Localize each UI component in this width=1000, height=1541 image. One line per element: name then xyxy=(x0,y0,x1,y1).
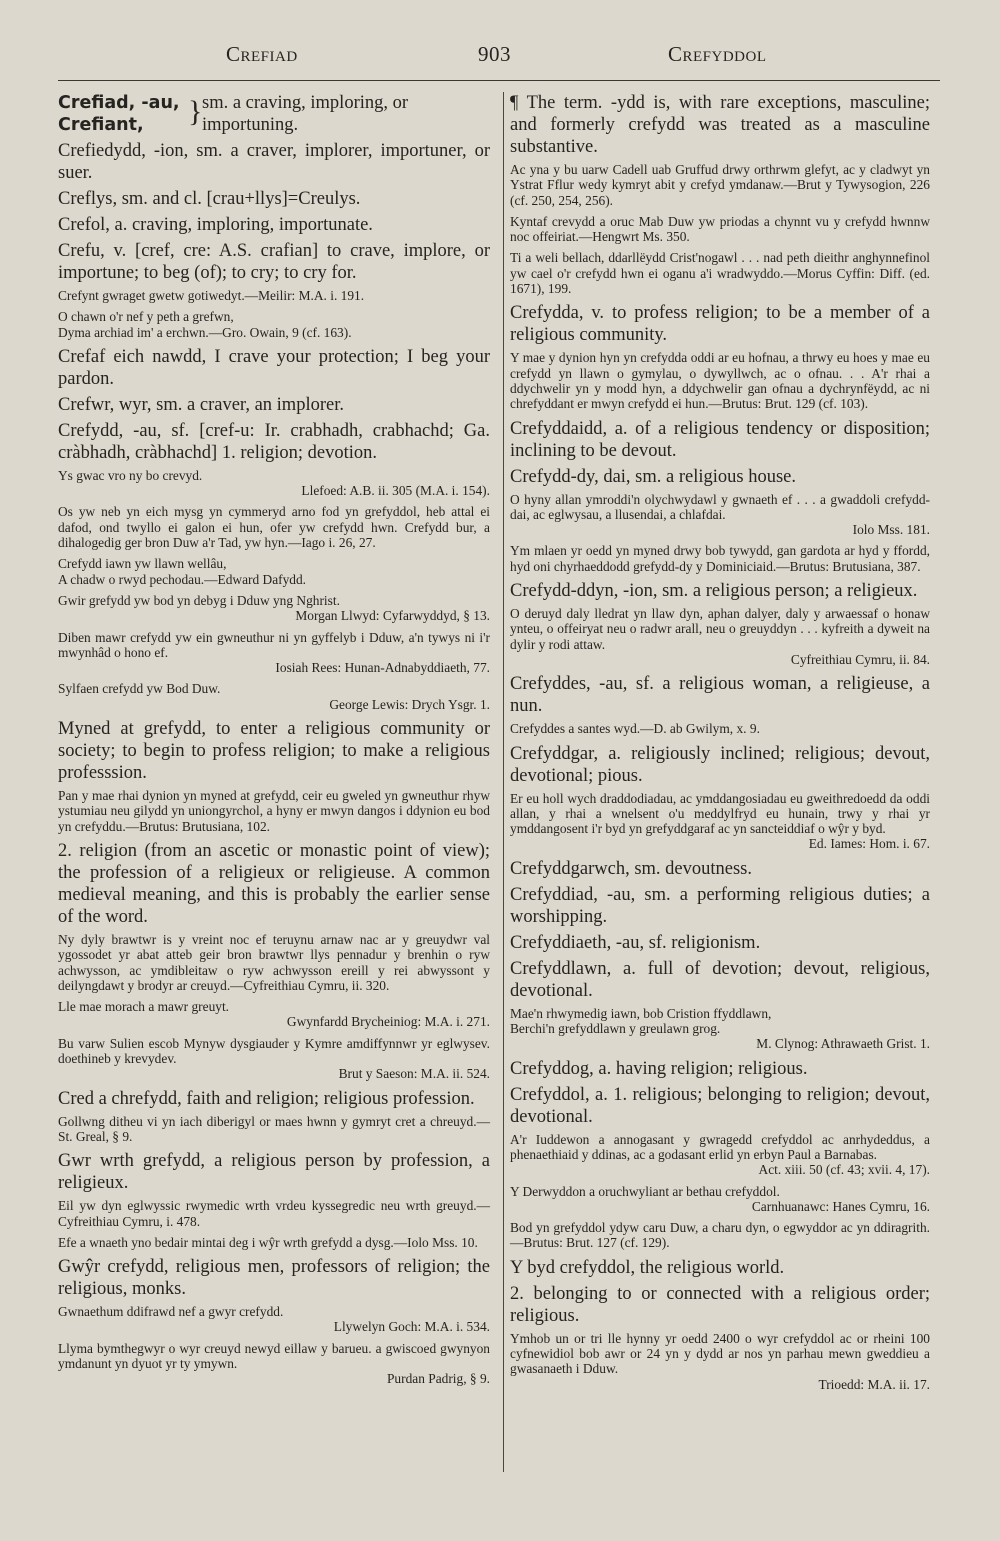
quotation xyxy=(58,681,490,712)
quotation-line: Sylfaen crefydd yw Bod Duw. xyxy=(58,681,221,697)
quotation-line: Diben mawr crefydd yw ein gwneuthur ni yn gyffelyb i Dduw, a'n tywys ni i'r mwynhâd o hono ef. xyxy=(58,629,490,660)
entry: Crefyddgar, a. religiously inclined; religious; devout, devotional; pious. xyxy=(510,743,930,786)
page-number: 903 xyxy=(478,42,511,66)
quotation-line: Crefydd iawn yw llawn wellâu, xyxy=(58,556,227,572)
quotation: Y mae y dynion hyn yn crefydda oddi ar eu hofnau, a thrwy eu hoes y mae eu crefydd yn llawn o gymylau, o dywyllwch, ac o ofnau. . . A'r rhai a ddychwelir yn y modd hyn, a ddychwelir gan ofnau a dychrynfëydd, ac ni chrefyddant er mwyn crefydd ei hun.—Brutus: Brut. 129 (cf. 103). xyxy=(510,350,930,412)
quotation xyxy=(58,468,490,499)
quotation: Ym mlaen yr oedd yn myned drwy bob tywydd, gan gardota ar hyd y ffordd, hyd oni chyrhaeddodd grefydd-dy y Dominiciaid.—Brutus: Brutusiana, 387. xyxy=(510,543,930,574)
entry: 2. belonging to or connected with a religious order; religious. xyxy=(510,1283,930,1326)
entry: Crefaf eich nawdd, I crave your protection; I beg your pardon. xyxy=(58,346,490,389)
quotation-line: Er eu holl wych draddodiadau, ac ymddangosiadau eu gweithredoedd da oddi allan, y rhai a wnelsent o'u meddylfryd eu hunain, trwy y rhai yr ymddangosent i'r byd yn grefyddgaraf ac yn sancteiddiaf o wŷr y byd. xyxy=(510,790,930,837)
quotation-source: Iolo Mss. 181. xyxy=(852,522,930,538)
entry: Gwr wrth grefydd, a religious person by profession, a religieux. xyxy=(58,1151,490,1194)
right-column xyxy=(510,92,930,1398)
quotation: Gollwng ditheu vi yn iach diberigyl or maes hwnn y gymryt cret a chreuyd.—St. Greal, § 9. xyxy=(58,1113,490,1144)
quotation-line: Dyma archiad im' a erchwn.—Gro. Owain, 9 (cf. 163). xyxy=(58,324,352,340)
quotation xyxy=(58,999,490,1030)
entry: ¶ The term. -ydd is, with rare exceptions, masculine; and formerly crefydd was treated as a masculine substantive. xyxy=(510,93,930,157)
running-header xyxy=(0,42,1000,72)
header-left-guideword: Crefiad xyxy=(226,42,298,66)
entry: Crefyddiad, -au, sm. a performing religious duties; a worshipping. xyxy=(510,884,930,927)
entry: Crefwr, wyr, sm. a craver, an implorer. xyxy=(58,394,344,415)
quotation-line: O deruyd daly lledrat yn llaw dyn, aphan dalyer, daly y arwaessaf o honaw ynteu, o offeiryat neu o radwr arall, neu o greuyddyn . . . kyfreith a dyweit na dylir y rodi attaw. xyxy=(510,606,930,652)
entry: Crefyddaidd, a. of a religious tendency or disposition; inclining to be devout. xyxy=(510,418,930,461)
quotation xyxy=(58,1304,490,1335)
entry: Crefyddiaeth, -au, sf. religionism. xyxy=(510,932,761,953)
quotation-source: Morgan Llwyd: Cyfarwyddyd, § 13. xyxy=(295,608,490,624)
quotation: Ti a weli bellach, ddarllëydd Crist'nogawl . . . nad peth dieithr anghynnefinol yw cael o'r crefydd hwn ei oganu a'i wradwyddo.—Morus Cyffin: Diff. (ed. 1671), 199. xyxy=(510,250,930,297)
quotation xyxy=(58,1036,490,1082)
quotation-source: Ed. Iames: Hom. i. 67. xyxy=(808,836,930,852)
quotation xyxy=(58,593,490,624)
quotation-line: Gwir grefydd yw bod yn debyg i Dduw yng Nghrist. xyxy=(58,592,340,608)
brace: } xyxy=(188,95,203,128)
entry: Crefydda, v. to profess religion; to be a member of a religious community. xyxy=(510,303,930,346)
quotation-line: Y Derwyddon a oruchwyliant ar bethau crefyddol. xyxy=(510,1183,780,1199)
quotation xyxy=(510,492,930,538)
entry: Crefyddog, a. having religion; religious. xyxy=(510,1058,808,1079)
quotation-line: Bu varw Sulien escob Mynyw dysgiauder y Kymre amdiffynnwr yr eglwysev. doethineb y krevydev. xyxy=(58,1035,490,1067)
headword: Crefiant, xyxy=(58,115,144,135)
quotation: Crefynt gwraget gwetw gotiwedyt.—Meilir: M.A. i. 191. xyxy=(58,288,365,303)
entry: Crefyddgarwch, sm. devoutness. xyxy=(510,858,752,879)
headword: Crefiad, -au, xyxy=(58,93,180,113)
entry: Crefyddlawn, a. full of devotion; devout, religious, devotional. xyxy=(510,958,930,1001)
quotation xyxy=(510,1184,930,1215)
quotation: Ac yna y bu uarw Cadell uab Gruffud drwy orthrwm glefyt, ac y cladwyt yn Ystrat Fflur wedy kymryt abit y crefyd ymdanaw.—Brut y Tywysogion, 226 (cf. 250, 254, 256). xyxy=(510,162,930,208)
quotation-source: Carnhuanawc: Hanes Cymru, 16. xyxy=(751,1198,930,1214)
quotation: Ny dyly brawtwr is y vreint noc ef teruynu arnaw nac ar y greuydwr val ygossodet yr abat atteb geir bron brawtwr llys pennadur y brenhin o ryw achwysson, ac ymdibleitaw o ryw achwysson ereill y rei abwyssont y deilyngdawt y brodyr ar creuyd.—Cyfreithiau Cymru, ii. 320. xyxy=(58,931,490,993)
quotation-source: George Lewis: Drych Ysgr. 1. xyxy=(329,696,490,712)
definition: sm. a craving, imploring, or importuning. xyxy=(202,93,409,135)
quotation-line: Ymhob un or tri lle hynny yr oedd 2400 o wyr crefyddol ac or rheini 100 cyfnewidiol bob awr or 24 yn y dydd ar nos yn parhau mewn gweddieu a gwasanaeth i Dduw. xyxy=(510,1330,930,1377)
quotation xyxy=(58,630,490,676)
quotation-source: M. Clynog: Athrawaeth Grist. 1. xyxy=(756,1036,930,1052)
header-right-guideword: Crefyddol xyxy=(668,42,767,66)
quotation: Efe a wnaeth yno bedair mintai deg i wŷr wrth grefydd a dysg.—Iolo Mss. 10. xyxy=(58,1234,478,1250)
entry: Crefyddol, a. 1. religious; belonging to religion; devout, devotional. xyxy=(510,1084,930,1127)
quotation xyxy=(510,1331,930,1392)
entry: Cred a chrefydd, faith and religion; religious profession. xyxy=(58,1088,475,1109)
entry: Crefiedydd, -ion, sm. a craver, implorer, importuner, or suer. xyxy=(58,141,490,183)
quotation-line: Llyma bymthegwyr o wyr creuyd newyd eillaw y barueu. a gwiscoed gwynyon ymdanunt yn dyuot yr ty ymywn. xyxy=(58,1340,490,1371)
quotation-source: Cyfreithiau Cymru, ii. 84. xyxy=(790,651,930,667)
headword-group xyxy=(58,92,188,136)
entry: Y byd crefyddol, the religious world. xyxy=(510,1257,785,1278)
quotation: Kyntaf crevydd a oruc Mab Duw yw priodas a chynnt vu y crefydd hwnnw noc offeiriat.—Hengwrt Ms. 350. xyxy=(510,213,930,245)
entry: Myned at grefydd, to enter a religious community or society; to begin to profess religion; to make a religious professsion. xyxy=(58,719,490,784)
left-column xyxy=(58,92,490,1393)
quotation: Os yw neb yn eich mysg yn cymmeryd arno fod yn grefyddol, heb attal ei dafod, ond twyllo ei galon ei hun, ofer yw crefydd hwn. Crefydd bur, a dihalogedig ger bron Duw a'r Tad, yw hyn.—Iago i. 26, 27. xyxy=(58,504,490,551)
entry: 2. religion (from an ascetic or monastic point of view); the profession of a religieux or religieuse. A common medieval meaning, and this is probably the earlier sense of the word. xyxy=(58,840,490,927)
quotation-line: Berchi'n grefyddlawn y greulawn grog. xyxy=(510,1021,721,1037)
quotation xyxy=(58,1341,490,1387)
quotation xyxy=(58,309,490,340)
quotation xyxy=(510,1006,930,1052)
quotation-source: Trioedd: M.A. ii. 17. xyxy=(818,1376,930,1392)
entry: Crefydd, -au, sf. [cref-u: Ir. crabhadh, crabhachd; Ga. cràbhadh, cràbhachd] 1. religion; devotion. xyxy=(58,420,490,463)
quotation-source: Llywelyn Goch: M.A. i. 534. xyxy=(333,1319,490,1335)
quotation-line: O hyny allan ymroddi'n olychwydawl y gwnaeth ef . . . a gwaddoli crefydd-dai, ac eglwysau, a llusendai, a chlafdai. xyxy=(510,491,930,522)
entry: Crefydd-dy, dai, sm. a religious house. xyxy=(510,466,797,487)
quotation xyxy=(510,606,930,667)
quotation-source: Llefoed: A.B. ii. 305 (M.A. i. 154). xyxy=(301,483,490,499)
quotation-source: Iosiah Rees: Hunan-Adnabyddiaeth, 77. xyxy=(275,660,490,676)
quotation-source: Act. xiii. 50 (cf. 43; xvii. 4, 17). xyxy=(758,1162,930,1178)
column-divider xyxy=(503,92,504,1472)
quotation: Eil yw dyn eglwyssic rwymedic wrth vrdeu kyssegredic neu wrth greuyd.—Cyfreithiau Cymru, i. 478. xyxy=(58,1198,490,1229)
entry: Crefu, v. [cref, cre: A.S. crafian] to crave, implore, or importune; to beg (of); to cry; to cry for. xyxy=(58,241,490,283)
quotation-line: O chawn o'r nef y peth a grefwn, xyxy=(58,309,234,325)
entry-crefiad xyxy=(58,92,490,136)
quotation xyxy=(510,791,930,852)
header-rule xyxy=(58,80,940,81)
quotation-line: A chadw o rwyd pechodau.—Edward Dafydd. xyxy=(58,571,307,587)
entry: Gwŷr crefydd, religious men, professors of religion; the religious, monks. xyxy=(58,1257,490,1300)
quotation: Bod yn grefyddol ydyw caru Duw, a charu dyn, o egwyddor ac yn ddiragrith.—Brutus: Brut. 127 (cf. 129). xyxy=(510,1220,930,1251)
quotation-line: Lle mae morach a mawr greuyt. xyxy=(58,999,230,1015)
quotation xyxy=(58,556,490,587)
quotation-source: Brut y Saeson: M.A. ii. 524. xyxy=(338,1066,490,1082)
quotation xyxy=(510,1132,930,1178)
quotation: Crefyddes a santes wyd.—D. ab Gwilym, x. 9. xyxy=(510,721,760,737)
quotation: Pan y mae rhai dynion yn myned at grefydd, ceir eu gweled yn gwneuthur rhyw ystumiau neu gilydd yn uniongyrchol, a hyny er mwyn dangos i ddynion eu bod yn crefyddu.—Brutus: Brutusiana, 102. xyxy=(58,788,490,834)
quotation-source: Gwynfardd Brycheiniog: M.A. i. 271. xyxy=(286,1014,490,1030)
quotation-line: Mae'n rhwymedig iawn, bob Cristion ffyddlawn, xyxy=(510,1005,772,1021)
quotation-line: Gwnaethum ddifrawd nef a gwyr crefydd. xyxy=(58,1304,284,1320)
entry: Crefyddes, -au, sf. a religious woman, a religieuse, a nun. xyxy=(510,674,930,717)
entry: Crefol, a. craving, imploring, importunate. xyxy=(58,215,373,235)
entry: Creflys, sm. and cl. [crau+llys]=Creulys. xyxy=(58,189,361,209)
quotation-line: A'r Iuddewon a annogasant y gwragedd crefyddol ac anrhydeddus, a phenaethiaid y ddinas, ac a godasant erlid yn erbyn Paul a Barnabas. xyxy=(510,1131,930,1162)
quotation-line: Ys gwac vro ny bo crevyd. xyxy=(58,467,203,483)
quotation-source: Purdan Padrig, § 9. xyxy=(386,1371,490,1387)
entry: Crefydd-ddyn, -ion, sm. a religious person; a religieux. xyxy=(510,581,918,602)
